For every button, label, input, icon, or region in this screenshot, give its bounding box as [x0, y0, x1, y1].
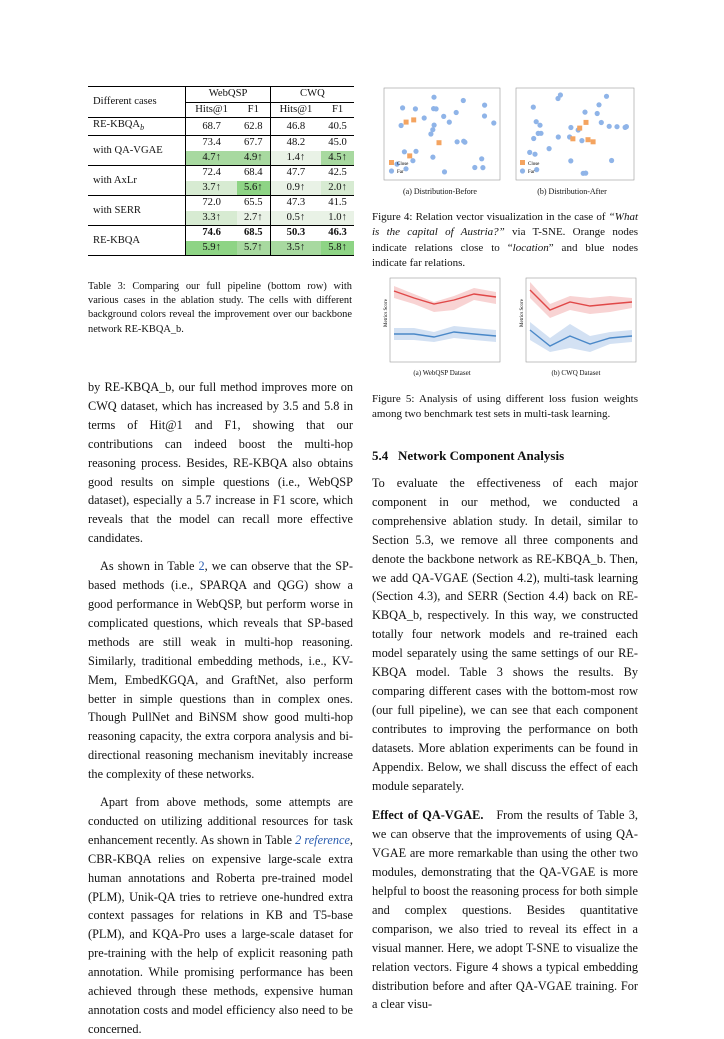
far-relation-point	[434, 106, 439, 111]
table-row-label: RE-KBQA	[93, 234, 141, 246]
figure-4-caption: Figure 4: Relation vector visualization in the case of “What is the capital of Austria?” via T-SNE. Orange nodes indicate relations close to “location” and blue nodes indicate far relations.	[372, 211, 639, 270]
close-relation-point	[591, 139, 596, 144]
far-relation-point	[596, 102, 601, 107]
table-cell: 67.7	[244, 137, 263, 149]
far-relation-point	[568, 158, 573, 163]
legend-far-label: Far	[528, 170, 535, 175]
table-delta: 0.9↑	[270, 181, 321, 196]
table-delta: 5.8↑	[321, 241, 354, 256]
close-relation-point	[437, 140, 442, 145]
table-delta: 4.5↑	[321, 151, 354, 166]
far-relation-point	[447, 120, 452, 125]
table-delta: 5.6↑	[237, 181, 270, 196]
far-relation-point	[472, 165, 477, 170]
far-relation-point	[556, 134, 561, 139]
table-cell: 46.3	[328, 227, 347, 239]
table-group-cwq: CWQ	[270, 87, 354, 103]
table-cell: 62.8	[244, 120, 263, 132]
table-cell: 68.7	[186, 118, 237, 136]
far-relation-point	[442, 169, 447, 174]
table-cell: 47.3	[270, 196, 321, 211]
far-relation-point	[534, 167, 539, 172]
far-relation-point	[431, 95, 436, 100]
table-cell: 68.5	[244, 227, 263, 239]
far-relation-point	[461, 98, 466, 103]
close-relation-point	[407, 153, 412, 158]
red-band	[394, 286, 496, 312]
left-paragraph-3: Apart from above methods, some attempts are conducted on utilizing additional resources for task enhancement recently. As shown in Table 2 reference, CBR-KBQA relies on expensive large-scale extra human annotations and Roberta pre-trained model (PLM), Unik-QA tries to retrieve one-hundred extra context passages for relations in KB and T5-base (PLM), and KQA-Pro uses a large-scale dataset for pre-training with the help of explicit reasoning path annotation. While promising performance has been achieved through these methods, expensive human annotation costs and model efficiency also need to be concerned.	[88, 795, 353, 1036]
figure-4-before	[372, 84, 504, 190]
far-relation-point	[536, 131, 541, 136]
right-paragraph-2: Effect of QA-VGAE. From the results of Table 3, we can observe that the improvements of using QA-VGAE are more remarkable than using the other two modules, demonstrating that the QA-VGAE is more helpful to boost the reasoning process for both simple and complex questions. Besides quantitative comparison, we also tried to reveal its effect in a visual manner. Here, we adopt T-SNE to visualize the relation vectors. Figure 4 shows a typical embedding distribution before and after QA-VGAE training. For a clear visu-	[372, 808, 639, 1012]
far-relation-point	[595, 111, 600, 116]
close-relation-point	[411, 117, 416, 122]
table-cell: 40.5	[328, 120, 347, 132]
table-delta: 4.7↑	[186, 151, 237, 166]
far-relation-point	[413, 149, 418, 154]
close-relation-point	[570, 136, 575, 141]
figure-5a-subcaption: (a) WebQSP Dataset	[413, 369, 471, 377]
table-header-hits: Hits@1	[186, 102, 237, 118]
legend-close-label: Close	[528, 162, 540, 167]
table-delta: 0.5↑	[270, 211, 321, 226]
far-relation-point	[399, 123, 404, 128]
far-relation-point	[400, 105, 405, 110]
far-relation-point	[482, 113, 487, 118]
table-header-hits: Hits@1	[270, 102, 321, 118]
table-delta: 4.9↑	[237, 151, 270, 166]
far-relation-point	[441, 114, 446, 119]
far-relation-point	[582, 110, 587, 115]
table-header-f1: F1	[247, 103, 259, 115]
close-relation-point	[586, 137, 591, 142]
figure-5-ylabel: Metrics Score	[384, 299, 389, 327]
far-relation-point	[531, 105, 536, 110]
close-relation-point	[404, 120, 409, 125]
figure-5b-subcaption: (b) CWQ Dataset	[551, 369, 601, 377]
legend-close-swatch	[520, 160, 525, 165]
right-paragraph-1: To evaluate the effectiveness of each major component in our method, we conducted a comprehensive ablation study. In detail, similar to Section 5.3, we remove all three components and denote the backbone network as RE-KBQA_b. Then, we add QA-VGAE (Section 4.2), multi-task learning (Section 4.3), and SERR (Section 4.4) back on RE-KBQA_b, respectively. In this way, we constructed totally four network models and re-trained each model separately using the same settings of our RE-KBQA model. Table 3 shows the results. By comparing different cases with the bottom-most row (our full pipeline), we can see that each component contributes to improving the performance on both datasets. More ablation experiments can be found in Appendix. Below, we shall discuss the effect of each module separately.	[372, 476, 638, 793]
far-relation-point	[599, 120, 604, 125]
far-relation-point	[402, 149, 407, 154]
far-relation-point	[532, 152, 537, 157]
far-relation-point	[607, 124, 612, 129]
far-relation-point	[432, 123, 437, 128]
table-delta: 1.0↑	[321, 211, 354, 226]
far-relation-point	[479, 156, 484, 161]
far-relation-point	[568, 125, 573, 130]
far-relation-point	[410, 158, 415, 163]
far-relation-point	[430, 155, 435, 160]
far-relation-point	[527, 150, 532, 155]
far-relation-point	[614, 124, 619, 129]
legend-close-label: Close	[397, 162, 409, 167]
table-delta: 1.4↑	[270, 151, 321, 166]
far-relation-point	[547, 146, 552, 151]
left-column	[88, 378, 353, 1039]
far-relation-point	[482, 103, 487, 108]
far-relation-point	[579, 138, 584, 143]
table-delta: 3.5↑	[270, 241, 321, 256]
table-cell: 41.5	[328, 197, 347, 209]
far-relation-point	[534, 119, 539, 124]
table-row-label: $RE-KBQA_b$	[93, 119, 145, 133]
figure-5-cwq	[506, 274, 640, 376]
far-relation-point	[422, 115, 427, 120]
table-delta: 5.7↑	[237, 241, 270, 256]
far-relation-point	[461, 139, 466, 144]
table-col-case: Different cases	[88, 87, 186, 118]
table-cell: 72.0	[186, 196, 237, 211]
close-relation-point	[577, 126, 582, 131]
far-relation-point	[583, 171, 588, 176]
figure-5-ylabel: Metrics Score	[520, 299, 525, 327]
legend-close-swatch	[389, 160, 394, 165]
table-cell: 68.4	[244, 167, 263, 179]
table-cell: 46.8	[270, 118, 321, 136]
far-relation-point	[430, 127, 435, 132]
figure-4a-subcaption: (a) Distribution-Before	[403, 187, 477, 196]
close-relation-point	[584, 120, 589, 125]
paragraph-heading: Effect of QA-VGAE.	[372, 808, 484, 823]
table-cell: 47.7	[270, 166, 321, 181]
figure-4b-subcaption: (b) Distribution-After	[537, 187, 607, 196]
far-relation-point	[555, 96, 560, 101]
legend-far-swatch	[389, 168, 394, 173]
table-cell: 50.3	[270, 226, 321, 241]
table-delta: 5.9↑	[186, 241, 237, 256]
table-group-webqsp: WebQSP	[186, 87, 270, 103]
section-title: 5.4 Network Component Analysis	[372, 448, 565, 463]
table-delta: 2.7↑	[237, 211, 270, 226]
far-relation-point	[609, 158, 614, 163]
table-cell: 73.4	[186, 136, 237, 151]
legend-far-label: Far	[397, 170, 404, 175]
table-3	[88, 86, 354, 256]
figure-4-after	[506, 84, 638, 190]
table-cell: 48.2	[270, 136, 321, 151]
far-relation-point	[455, 139, 460, 144]
scatter-points	[394, 95, 496, 175]
table-2-link[interactable]: 2	[198, 559, 205, 574]
table-row-label: with SERR	[93, 204, 141, 216]
far-relation-point	[480, 165, 485, 170]
table-delta: 2.0↑	[321, 181, 354, 196]
table-cell: 42.5	[328, 167, 347, 179]
table-3-caption-text: Table 3: Comparing our full pipeline (bottom row) with various cases in the ablation study. The cells with different background colors reveal the improvement over our backbone network RE-KBQA_b.	[88, 281, 352, 335]
figure-5-caption: Figure 5: Analysis of using different loss fusion weights among two benchmark test sets in multi-task learning.	[372, 393, 638, 421]
far-relation-point	[624, 124, 629, 129]
left-paragraph-1: by RE-KBQA_b, our full method improves more on CWQ dataset, which has increased by 3.5 and 5.8 in terms of Hit@1 and F1, showing that our contributions can indeed boost the multi-hop reasoning process. Besides, RE-KBQA also obtains good results on simple questions (i.e., WebQSP dataset), especially a 5.7 increase in F1 score, which reveals that the model can recall more effective candidates.	[88, 380, 353, 546]
table-header-f1: F1	[331, 103, 344, 115]
table-cell: 74.6	[186, 226, 237, 241]
far-relation-point	[531, 136, 536, 141]
scatter-points	[527, 92, 629, 175]
table-cell: 45.0	[328, 137, 347, 149]
far-relation-point	[604, 94, 609, 99]
table-delta: 3.3↑	[186, 211, 237, 226]
table-row-label: with AxLr	[93, 174, 137, 186]
red-band	[530, 282, 632, 318]
table-cell: 72.4	[186, 166, 237, 181]
table-2-reference-link[interactable]: 2 reference	[295, 832, 350, 847]
right-column	[372, 448, 638, 1014]
far-relation-point	[413, 106, 418, 111]
table-3-caption	[88, 280, 352, 337]
table-row-label: with QA-VGAE	[93, 144, 163, 156]
legend-far-swatch	[520, 168, 525, 173]
far-relation-point	[454, 110, 459, 115]
figure-5-webqsp	[370, 274, 504, 376]
table-delta: 3.7↑	[186, 181, 237, 196]
table-cell: 65.5	[244, 197, 263, 209]
left-paragraph-2: As shown in Table 2, we can observe that the SP-based methods (i.e., SPARQA and QGG) show a good performance in WebQSP, but perform worse in complicated questions, which reveals that SP-based methods are still weak in multi-hop reasoning. Similarly, traditional embedding methods, i.e., KV-Mem, EmbedKGQA, and GraftNet, also perform better in simple questions than in complex ones. Though PullNet and BiNSM show good multi-hop reasoning capacity, the extra corpora analysis and bi-directional reasoning mechanism inevitably increase the complexity of these networks.	[88, 559, 353, 782]
far-relation-point	[491, 120, 496, 125]
